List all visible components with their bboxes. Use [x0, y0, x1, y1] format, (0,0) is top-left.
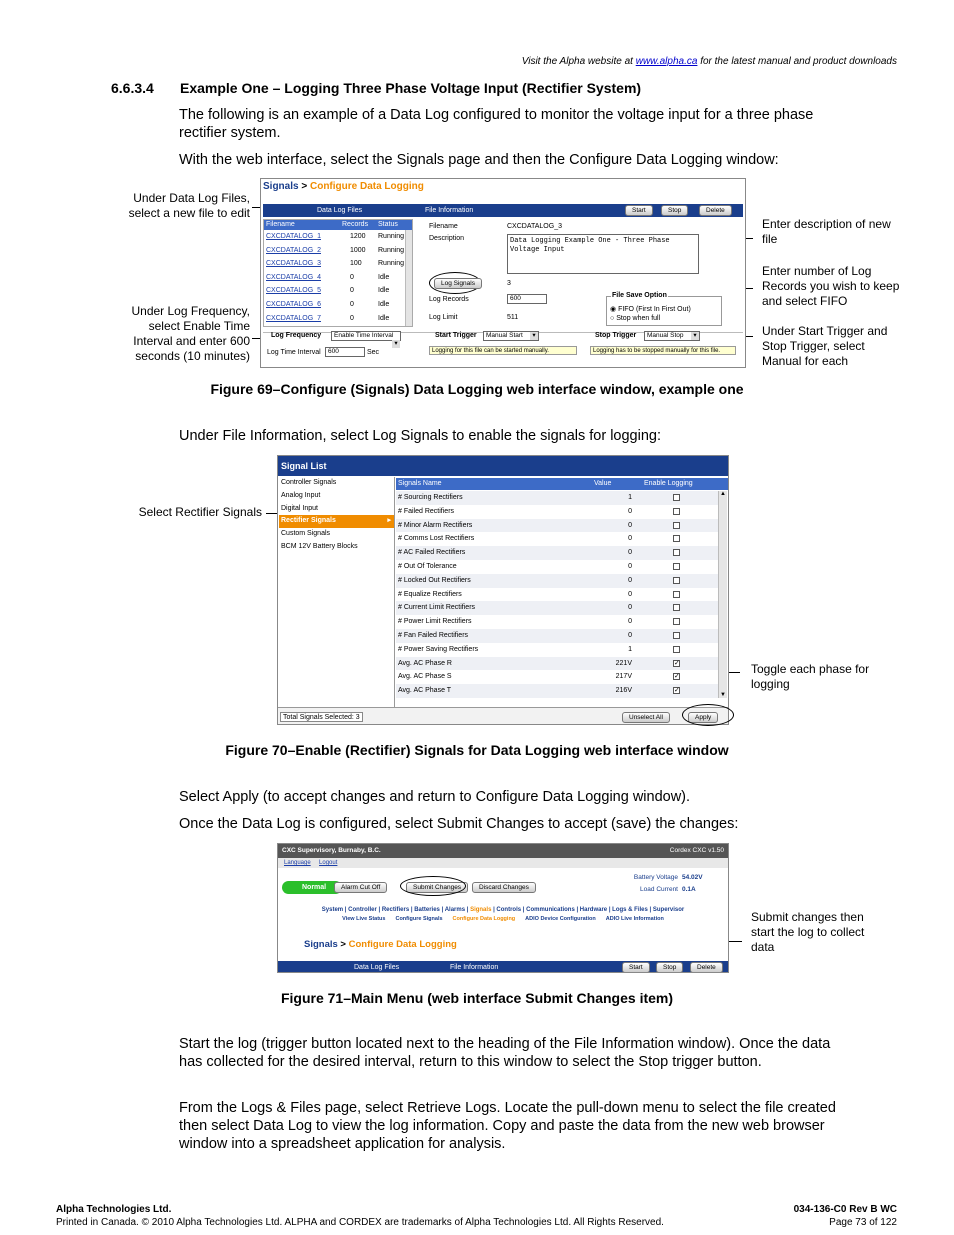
- enable-logging-checkbox[interactable]: [673, 549, 680, 556]
- file-status: Running: [378, 246, 405, 254]
- nav-item[interactable]: Batteries: [414, 907, 440, 913]
- language-link[interactable]: Language: [284, 860, 311, 866]
- breadcrumb-configure-data-logging: Configure Data Logging: [309, 181, 424, 192]
- val-battery-voltage: 54.02V: [682, 874, 703, 881]
- breadcrumb-configure-data-logging: Configure Data Logging: [348, 939, 457, 950]
- data-log-file-list: [263, 219, 413, 327]
- stop-when-full-radio[interactable]: [610, 315, 660, 322]
- paragraph-retrieve-logs: From the Logs & Files page, select Retrieve Logs. Locate the pull-down menu to select the file created then select Data Log to view the log information. Copy and paste the data from the new web browser window into a spreadsheet application for analysis.: [179, 1100, 836, 1152]
- delete-button[interactable]: Delete: [690, 962, 723, 973]
- category-label: Rectifier Signals: [281, 517, 336, 525]
- enable-logging-checkbox[interactable]: [673, 494, 680, 501]
- val-signals-count: 3: [507, 280, 511, 287]
- start-trigger-note: Logging for this file can be started manually.: [429, 346, 577, 355]
- footer-doc-number: 034-136-C0 Rev B WC: [793, 1204, 897, 1215]
- breadcrumb: [304, 939, 457, 950]
- enable-logging-checkbox[interactable]: [673, 522, 680, 529]
- signal-name: # Comms Lost Rectifiers: [398, 535, 475, 543]
- enable-logging-checkbox[interactable]: [673, 632, 680, 639]
- file-records: 0: [350, 287, 354, 295]
- lbl-filename: Filename: [429, 223, 458, 230]
- scroll-up-icon[interactable]: ▲: [720, 491, 726, 497]
- nav-item[interactable]: Communications: [526, 907, 575, 913]
- header-suffix: for the latest manual and product downloads: [697, 56, 897, 67]
- signal-row: [396, 532, 718, 546]
- nav-separator: |: [343, 907, 349, 913]
- file-records: 1000: [350, 246, 366, 254]
- radio-selected-icon: ◉: [610, 306, 617, 313]
- annotation-data-log-files: Under Data Log Files, select a new file to edit: [128, 191, 250, 220]
- dropdown-arrow-icon: ▾: [691, 332, 699, 340]
- paragraph-intro: The following is an example of a Data Log configured to monitor the voltage input for a three phase rectifier system.: [179, 107, 814, 141]
- signal-name: # Equalize Rectifiers: [398, 590, 462, 598]
- main-nav: [278, 907, 728, 913]
- col-signals-name: Signals Name: [398, 480, 442, 487]
- signal-name: # Fan Failed Rectifiers: [398, 631, 469, 639]
- signal-value: 1: [628, 494, 632, 501]
- arrow-right-icon: ▸: [387, 517, 391, 525]
- signal-value: 0: [628, 618, 632, 626]
- nav-item[interactable]: Alarms: [444, 907, 466, 913]
- start-button[interactable]: Start: [625, 205, 653, 216]
- file-records: 0: [350, 300, 354, 308]
- signals-scrollbar[interactable]: [718, 491, 727, 698]
- enable-logging-checkbox[interactable]: [673, 563, 680, 570]
- signals-table-header: [396, 478, 728, 490]
- signal-categories: [279, 477, 395, 707]
- signal-row: [396, 519, 718, 533]
- signal-row: [396, 643, 718, 657]
- footer-page-number: Page 73 of 122: [829, 1217, 897, 1228]
- signal-row: [396, 574, 718, 588]
- signal-value: 216V: [615, 687, 632, 695]
- nav-separator: |: [409, 907, 415, 913]
- apply-button[interactable]: Apply: [688, 712, 718, 723]
- file-name-link[interactable]: CXCDATALOG_1: [266, 233, 321, 240]
- signal-row: [396, 505, 718, 519]
- breadcrumb: [263, 181, 424, 192]
- pane-header-bar: [278, 961, 728, 973]
- signals-table-body: [396, 491, 718, 698]
- file-row[interactable]: [264, 244, 412, 258]
- category-label: Custom Signals: [281, 530, 331, 538]
- signal-value: 0: [628, 507, 632, 515]
- paragraph-select-signals: With the web interface, select the Signals page and then the Configure Data Logging window:: [179, 152, 779, 168]
- stop-button[interactable]: Stop: [656, 962, 683, 973]
- page-header: [522, 56, 897, 67]
- col-filename: Filename: [266, 221, 295, 228]
- paragraph-log-signals: Under File Information, select Log Signals to enable the signals for logging:: [179, 428, 662, 444]
- breadcrumb-separator: >: [337, 939, 349, 950]
- signal-value: 0: [628, 562, 632, 570]
- status-normal-badge: Normal: [282, 881, 342, 894]
- start-button[interactable]: Start: [622, 962, 650, 973]
- signal-name: # Out Of Tolerance: [398, 562, 457, 570]
- file-row[interactable]: [264, 312, 412, 326]
- enable-logging-checkbox-checked[interactable]: ✓: [674, 673, 680, 681]
- enable-logging-checkbox[interactable]: [673, 604, 680, 611]
- pane-file-information: File Information: [450, 964, 499, 971]
- start-trigger-value: Manual Start: [486, 332, 523, 339]
- sub-nav-item[interactable]: Configure Data Logging: [452, 916, 516, 922]
- file-row[interactable]: [264, 230, 412, 244]
- file-records: 0: [350, 314, 354, 322]
- file-name-link[interactable]: CXCDATALOG_3: [266, 260, 321, 268]
- signal-value: 0: [628, 576, 632, 584]
- fifo-label: FIFO (First In First Out): [618, 306, 691, 313]
- enable-logging-checkbox[interactable]: [673, 508, 680, 515]
- signal-value: 217V: [615, 673, 632, 681]
- lbl-log-time-interval: Log Time Interval: [267, 349, 321, 356]
- category-item[interactable]: [279, 503, 394, 516]
- pane-header-bar: [263, 204, 743, 217]
- nav-separator: |: [574, 907, 580, 913]
- file-row[interactable]: [264, 298, 412, 312]
- annotation-description: Enter description of new file: [762, 217, 891, 246]
- file-list-header: [264, 220, 412, 230]
- product-version: Cordex CXC v1.50: [669, 847, 724, 854]
- total-signals-selected: Total Signals Selected: 3: [280, 712, 363, 722]
- enable-logging-checkbox[interactable]: [673, 618, 680, 625]
- fifo-radio[interactable]: [610, 305, 691, 313]
- file-status: Idle: [378, 273, 390, 281]
- signal-name: Avg. AC Phase S: [398, 673, 452, 681]
- category-item[interactable]: [279, 490, 394, 503]
- annotation-log-records: Enter number of Log Records you wish to keep and select FIFO: [762, 264, 900, 308]
- category-label: Digital Input: [281, 504, 318, 512]
- submit-changes-button[interactable]: Submit Changes: [406, 882, 468, 893]
- file-rows: [264, 230, 412, 325]
- lbl-battery-voltage: Battery Voltage: [633, 874, 678, 881]
- section-title: Example One – Logging Three Phase Voltage Input (Rectifier System): [180, 80, 642, 96]
- file-save-option-title: File Save Option: [612, 292, 667, 299]
- file-records: 1200: [350, 233, 366, 240]
- file-name-link[interactable]: CXCDATALOG_2: [266, 246, 321, 254]
- configure-data-logging-screenshot: [260, 178, 746, 368]
- log-time-interval-input[interactable]: 600: [325, 347, 365, 357]
- file-name-link[interactable]: CXCDATALOG_4: [266, 273, 321, 281]
- logout-link[interactable]: Logout: [319, 860, 338, 866]
- log-records-input[interactable]: 600: [507, 294, 547, 304]
- stop-button[interactable]: Stop: [661, 205, 688, 216]
- signal-row: [396, 670, 718, 684]
- lbl-log-limit: Log Limit: [429, 314, 458, 321]
- signal-name: # Minor Alarm Rectifiers: [398, 521, 473, 529]
- col-records: Records: [342, 221, 369, 228]
- val-log-limit: 511: [507, 314, 519, 321]
- pane-data-log-files: Data Log Files: [317, 207, 363, 214]
- sub-nav-item[interactable]: ADIO Live Information: [605, 916, 664, 922]
- signal-name: # AC Failed Rectifiers: [398, 549, 466, 557]
- delete-button[interactable]: Delete: [699, 205, 732, 216]
- title-bar: [278, 844, 728, 858]
- signal-value: 0: [628, 590, 632, 598]
- signal-row: [396, 601, 718, 615]
- signal-row: [396, 546, 718, 560]
- signal-value: 0: [628, 535, 632, 543]
- description-textarea[interactable]: Data Logging Example One - Three Phase Voltage Input: [507, 234, 699, 274]
- lbl-start-trigger: Start Trigger: [435, 332, 477, 339]
- signal-name: Avg. AC Phase R: [398, 659, 452, 667]
- highlight-oval: [400, 876, 466, 896]
- figure69-caption: Figure 69–Configure (Signals) Data Logging web interface window, example one: [210, 381, 744, 397]
- signal-row: [396, 615, 718, 629]
- enable-logging-checkbox[interactable]: [673, 646, 680, 653]
- signal-name: # Sourcing Rectifiers: [398, 494, 463, 501]
- enable-logging-checkbox-checked[interactable]: ✓: [674, 659, 680, 667]
- file-row[interactable]: [264, 271, 412, 285]
- breadcrumb-signals[interactable]: Signals: [304, 939, 338, 950]
- signal-row: [396, 684, 718, 698]
- lbl-log-records: Log Records: [429, 296, 469, 303]
- annotation-select-rectifier: Select Rectifier Signals: [138, 505, 262, 519]
- stop-when-full-label: Stop when full: [616, 315, 661, 322]
- annotation-triggers: Under Start Trigger and Stop Trigger, select Manual for each: [762, 324, 888, 368]
- stop-trigger-select[interactable]: [644, 331, 700, 341]
- log-frequency-select[interactable]: [331, 331, 401, 347]
- sub-nav-item[interactable]: View Live Status: [342, 916, 386, 922]
- file-name-link[interactable]: CXCDATALOG_5: [266, 287, 321, 295]
- category-label: BCM 12V Battery Blocks: [281, 542, 358, 550]
- log-signals-button[interactable]: Log Signals: [434, 278, 482, 289]
- nav-separator: |: [376, 907, 382, 913]
- log-frequency-value: Enable Time Interval: [334, 332, 394, 339]
- nav-separator: |: [647, 907, 653, 913]
- file-status: Idle: [378, 314, 390, 322]
- nav-item[interactable]: Signals: [470, 907, 492, 913]
- site-name: CXC Supervisory, Burnaby, B.C.: [282, 847, 381, 854]
- category-item[interactable]: [279, 515, 394, 528]
- nav-item[interactable]: Supervisor: [652, 907, 685, 913]
- val-filename: CXCDATALOG_3: [507, 223, 562, 230]
- signal-row: [396, 491, 718, 505]
- pane-file-information: File Information: [425, 207, 474, 214]
- unit-sec: Sec: [367, 349, 380, 356]
- top-menu: [278, 858, 728, 868]
- nav-item[interactable]: Controller: [348, 907, 377, 913]
- file-save-option-group: [606, 292, 722, 326]
- signal-value: 0: [628, 631, 632, 639]
- figure71-caption: Figure 71–Main Menu (web interface Submit Changes item): [280, 990, 674, 1006]
- highlight-oval: [682, 704, 734, 726]
- nav-separator: |: [607, 907, 613, 913]
- signal-name: # Locked Out Rectifiers: [398, 576, 471, 584]
- signal-value: 1: [628, 645, 632, 653]
- lbl-log-frequency: Log Frequency: [271, 332, 322, 339]
- file-list-scrollbar[interactable]: [405, 230, 412, 326]
- col-status: Status: [378, 221, 398, 228]
- category-item[interactable]: [279, 477, 394, 490]
- signal-row: [396, 588, 718, 602]
- signal-name: # Failed Rectifiers: [398, 507, 455, 515]
- stop-trigger-note: Logging has to be stopped manually for this file.: [590, 346, 736, 355]
- signal-row: [396, 629, 718, 643]
- nav-separator: |: [439, 907, 445, 913]
- section-number: 6.6.3.4: [111, 80, 154, 96]
- sub-nav-item[interactable]: ADIO Device Configuration: [525, 916, 596, 922]
- nav-item[interactable]: Logs & Files: [612, 907, 648, 913]
- header-prefix: Visit the Alpha website at: [521, 56, 636, 67]
- enable-logging-checkbox-checked[interactable]: ✓: [674, 687, 680, 695]
- radio-empty-icon: ○: [610, 315, 615, 322]
- col-enable-logging: Enable Logging: [644, 480, 693, 487]
- category-label: Analog Input: [281, 491, 321, 499]
- stop-trigger-value: Manual Stop: [647, 332, 684, 339]
- footer-company: Alpha Technologies Ltd.: [56, 1204, 172, 1215]
- lbl-stop-trigger: Stop Trigger: [595, 332, 637, 339]
- signal-list-title: Signal List: [278, 456, 728, 476]
- main-menu-screenshot: [277, 843, 729, 973]
- signal-list-screenshot: [277, 455, 729, 725]
- annotation-submit-changes: Submit changes then start the log to collect data: [751, 910, 865, 954]
- col-value: Value: [594, 480, 612, 487]
- paragraph-select-apply: Select Apply (to accept changes and return to Configure Data Logging window).: [179, 789, 691, 805]
- start-trigger-select[interactable]: [483, 331, 539, 341]
- nav-item[interactable]: Hardware: [579, 907, 608, 913]
- file-status: Running: [378, 260, 405, 268]
- breadcrumb-signals[interactable]: Signals: [263, 181, 299, 192]
- alarm-cut-off-button[interactable]: Alarm Cut Off: [334, 882, 387, 893]
- section-heading: [111, 80, 641, 96]
- category-item[interactable]: [279, 528, 394, 541]
- file-name-link[interactable]: CXCDATALOG_6: [266, 300, 321, 308]
- enable-logging-checkbox[interactable]: [673, 591, 680, 598]
- signal-row: [396, 560, 718, 574]
- signal-name: Avg. AC Phase T: [398, 687, 452, 695]
- enable-logging-checkbox[interactable]: [673, 577, 680, 584]
- enable-logging-checkbox[interactable]: [673, 535, 680, 542]
- file-row[interactable]: [264, 284, 412, 298]
- nav-item[interactable]: Rectifiers: [381, 907, 410, 913]
- file-records: 100: [350, 260, 362, 268]
- file-status: Idle: [378, 300, 390, 308]
- file-status: Running: [378, 233, 405, 240]
- lbl-description: Description: [429, 235, 465, 242]
- file-row[interactable]: [264, 257, 412, 271]
- signal-name: # Power Saving Rectifiers: [398, 645, 479, 653]
- signal-name: # Current Limit Rectifiers: [398, 604, 476, 612]
- annotation-toggle-phase: Toggle each phase for logging: [751, 662, 870, 691]
- file-status: Idle: [378, 287, 390, 295]
- dropdown-arrow-icon: ▾: [392, 340, 400, 348]
- lbl-load-current: Load Current: [640, 886, 678, 893]
- footer-legal: Printed in Canada. © 2010 Alpha Technologies Ltd. ALPHA and CORDEX are trademarks of Alpha Technologies Ltd. All Rights Reserved.: [56, 1217, 664, 1228]
- pane-data-log-files: Data Log Files: [354, 964, 400, 971]
- breadcrumb-separator: >: [298, 181, 310, 192]
- alpha-website-link[interactable]: www.alpha.ca: [635, 56, 698, 67]
- sub-nav-item[interactable]: Configure Signals: [395, 916, 443, 922]
- paragraph-start-log: Start the log (trigger button located next to the heading of the File Information window). Once the data has collected for the desired interval, return to this window to select the Stop trigger button.: [179, 1036, 831, 1070]
- signal-name: # Power Limit Rectifiers: [398, 618, 472, 626]
- dropdown-arrow-icon: ▾: [530, 332, 538, 340]
- nav-separator: |: [521, 907, 527, 913]
- file-records: 0: [350, 273, 354, 281]
- annotation-log-frequency: Under Log Frequency, select Enable Time Interval and enter 600 seconds (10 minutes): [131, 304, 250, 363]
- sub-nav: [278, 916, 728, 922]
- nav-separator: |: [491, 907, 497, 913]
- nav-item[interactable]: System: [321, 907, 344, 913]
- signal-list-footer: [278, 707, 728, 725]
- discard-changes-button[interactable]: Discard Changes: [472, 882, 536, 893]
- figure70-caption: Figure 70–Enable (Rectifier) Signals for Data Logging web interface window: [225, 742, 729, 758]
- val-load-current: 0.1A: [682, 886, 696, 893]
- nav-item[interactable]: Controls: [496, 907, 522, 913]
- signal-value: 0: [628, 604, 632, 612]
- category-item[interactable]: [279, 541, 394, 554]
- signal-value: 0: [628, 549, 632, 557]
- scroll-down-icon[interactable]: ▼: [720, 692, 726, 698]
- signal-value: 0: [628, 521, 632, 529]
- category-label: Controller Signals: [281, 479, 337, 486]
- signal-value: 221V: [615, 659, 632, 667]
- signal-row: [396, 657, 718, 671]
- nav-separator: |: [465, 907, 471, 913]
- unselect-all-button[interactable]: Unselect All: [622, 712, 670, 723]
- file-name-link[interactable]: CXCDATALOG_7: [266, 314, 321, 322]
- paragraph-submit-changes: Once the Data Log is configured, select Submit Changes to accept (save) the changes:: [179, 816, 739, 832]
